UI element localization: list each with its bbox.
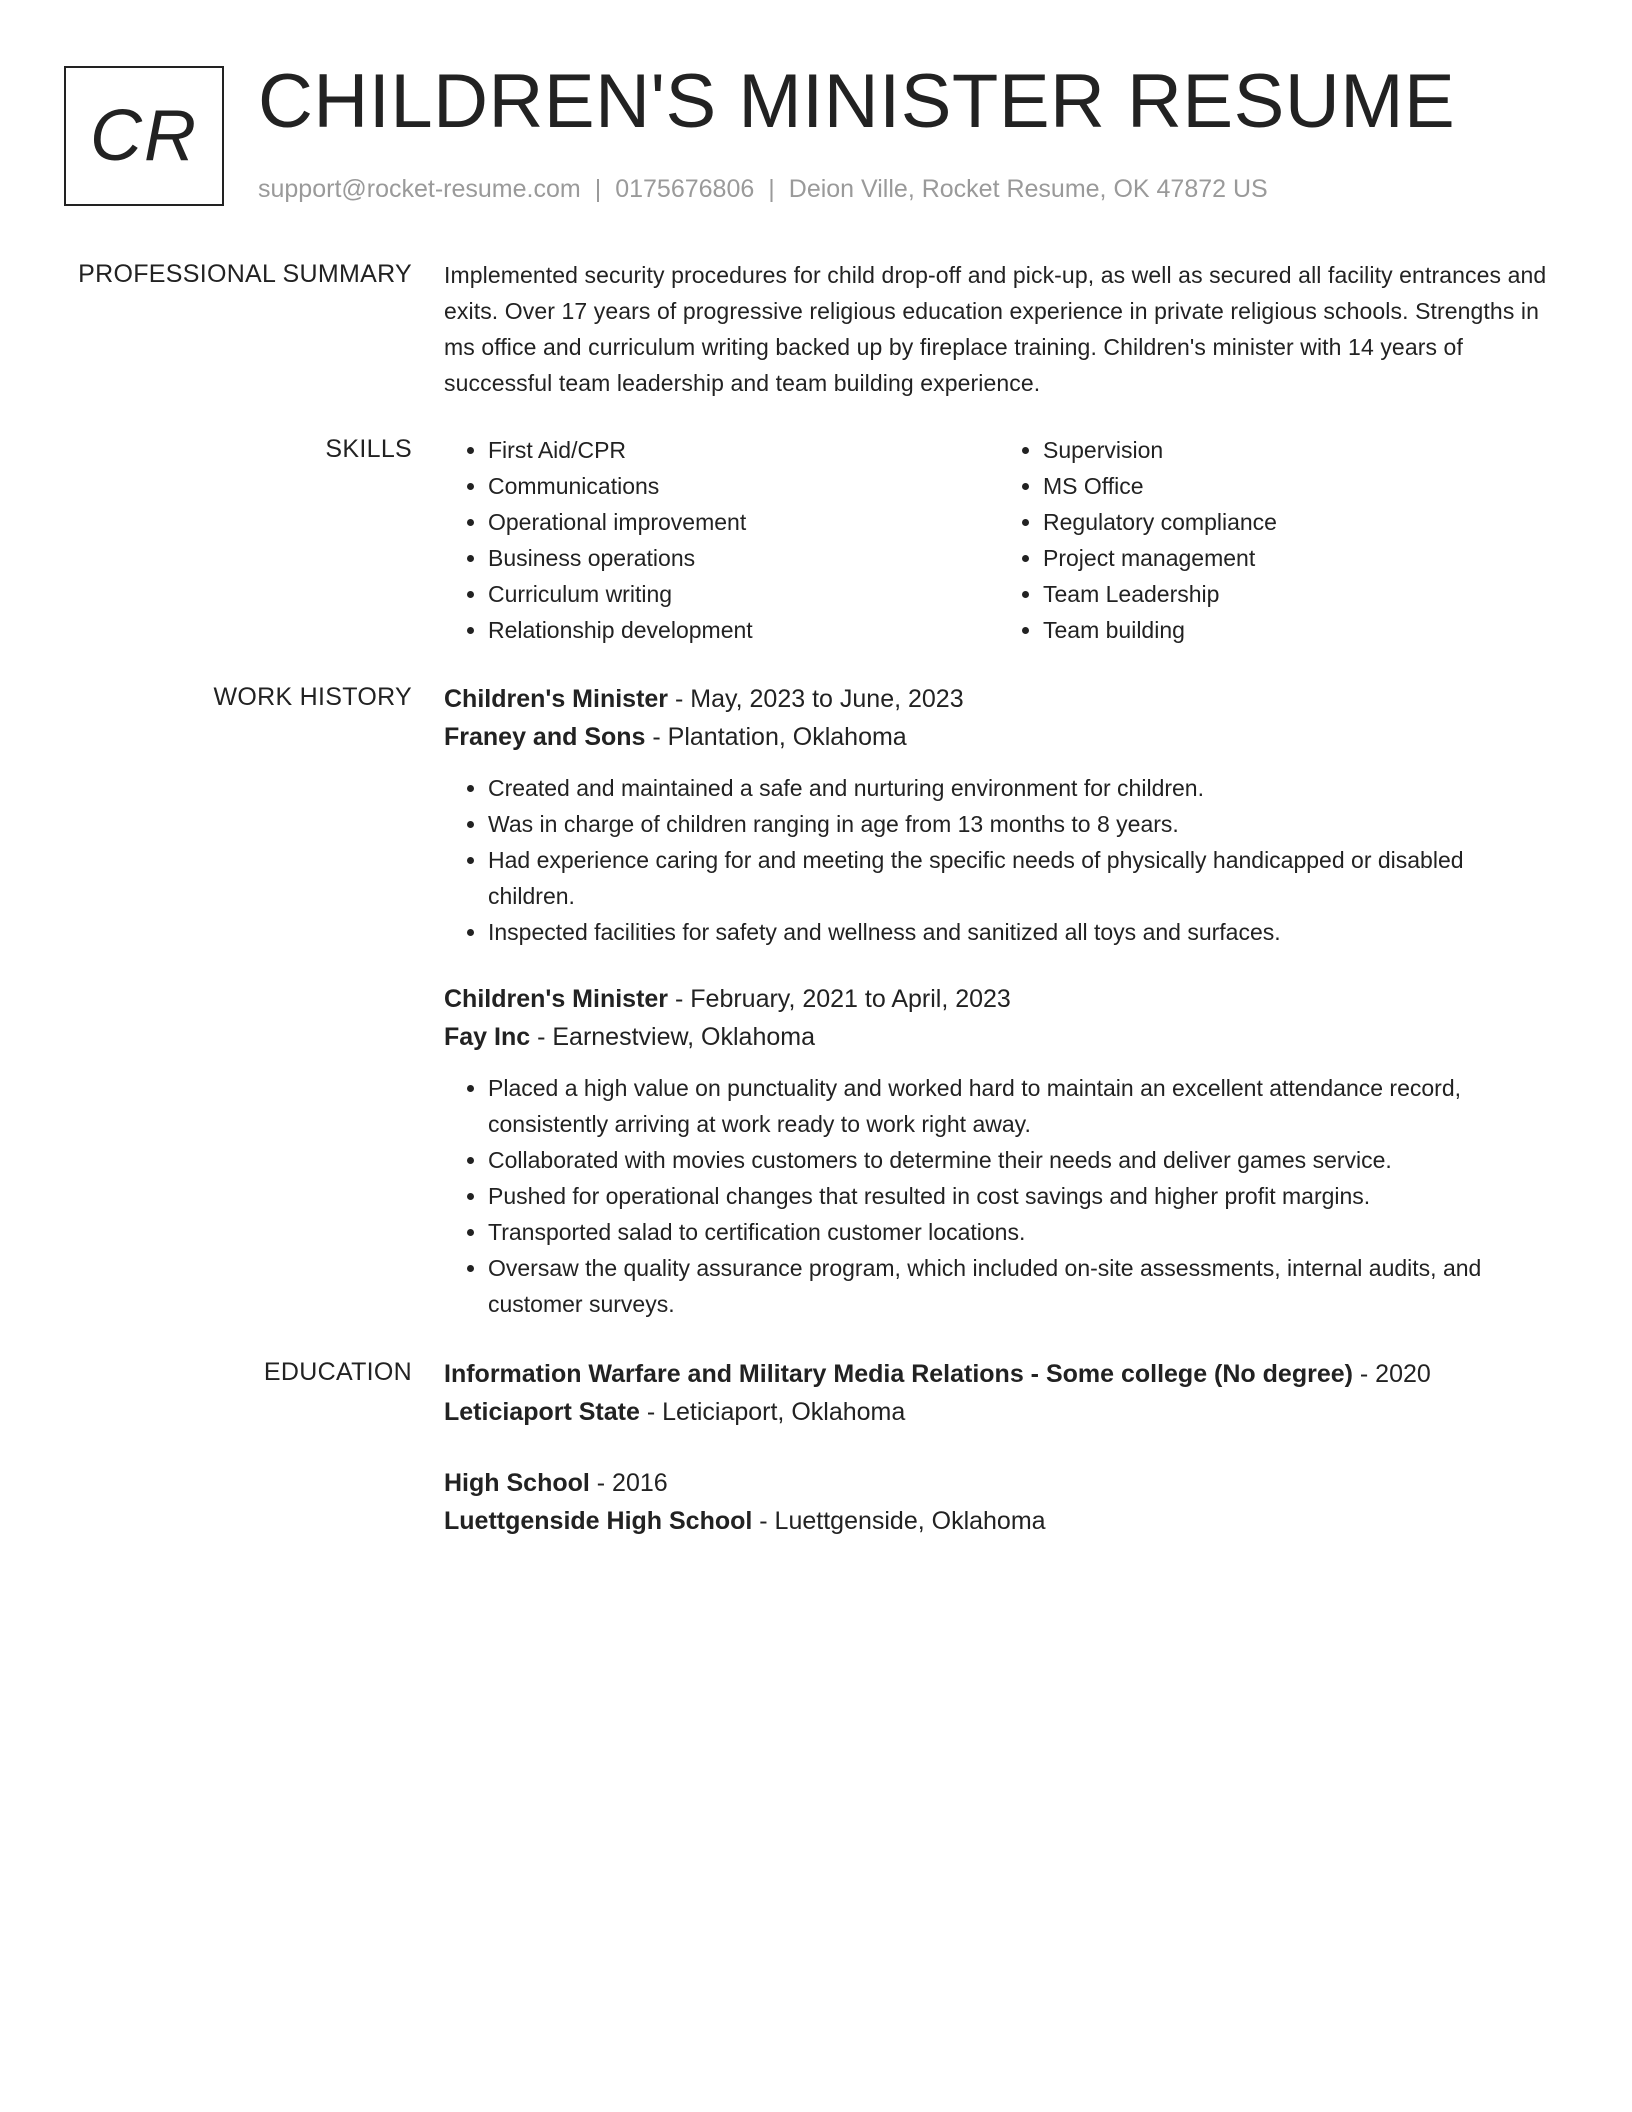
- job-duty: • Pushed for operational changes that resulted in cost savings and higher profit margins.: [488, 1178, 1554, 1214]
- job-title: Children's Minister: [444, 685, 669, 713]
- job-duties: [444, 1070, 1554, 1322]
- job-company-line: [444, 1018, 1554, 1056]
- education-degree-line: [444, 1464, 1554, 1502]
- job-duty: • Was in charge of children ranging in age from 13 months to 8 years.: [488, 806, 1554, 842]
- job-title-line: [444, 680, 1554, 718]
- skills-heading: SKILLS: [325, 435, 412, 463]
- contact-separator: |: [594, 175, 602, 203]
- education-school: Luettgenside High School: [444, 1507, 753, 1535]
- job-duty: • Inspected facilities for safety and wellness and sanitized all toys and surfaces.: [488, 914, 1554, 950]
- skills-column-left: [444, 432, 999, 648]
- education-body: [444, 1355, 1554, 1540]
- skill-item: • Relationship development: [488, 612, 999, 648]
- job-dates: - May, 2023 to June, 2023: [668, 685, 964, 713]
- skill-item: • Business operations: [488, 540, 999, 576]
- contact-address: Deion Ville, Rocket Resume, OK 47872 US: [788, 175, 1268, 203]
- job-entry: [444, 980, 1554, 1322]
- education-degree-line: [444, 1355, 1554, 1393]
- education-school-line: [444, 1393, 1554, 1431]
- skill-item: • Team building: [1043, 612, 1554, 648]
- education-year: - 2020: [1352, 1360, 1431, 1388]
- skill-item: • Curriculum writing: [488, 576, 999, 612]
- education-degree: High School: [444, 1469, 590, 1497]
- job-duty: • Oversaw the quality assurance program, which included on-site assessments, internal audits, and customer surveys.: [488, 1250, 1554, 1322]
- education-degree: Information Warfare and Military Media Relations - Some college (No degree): [444, 1360, 1353, 1388]
- skills-column-right: [999, 432, 1554, 648]
- skill-item: • Communications: [488, 468, 999, 504]
- job-duties: [444, 770, 1554, 950]
- contact-separator: |: [768, 175, 775, 203]
- work-history-body: [444, 680, 1554, 1322]
- job-title: Children's Minister: [444, 985, 669, 1013]
- work-history-heading: WORK HISTORY: [213, 683, 412, 711]
- job-entry: [444, 680, 1554, 950]
- skill-item: • Project management: [1043, 540, 1554, 576]
- job-company-line: [444, 718, 1554, 756]
- job-duty: • Transported salad to certification customer locations.: [488, 1214, 1554, 1250]
- contact-phone: 0175676806: [615, 175, 755, 203]
- education-location: - Luettgenside, Oklahoma: [752, 1507, 1046, 1535]
- job-duty: • Collaborated with movies customers to determine their needs and deliver games service.: [488, 1142, 1554, 1178]
- job-title-line: [444, 980, 1554, 1018]
- job-duty: • Had experience caring for and meeting the specific needs of physically handicapped or disabled children.: [488, 842, 1554, 914]
- education-school-line: [444, 1502, 1554, 1540]
- job-location: - Plantation, Oklahoma: [645, 723, 907, 751]
- skills-body: [444, 432, 1554, 648]
- education-entry: [444, 1355, 1554, 1431]
- skill-item: • Team Leadership: [1043, 576, 1554, 612]
- job-duty: • Created and maintained a safe and nurturing environment for children.: [488, 770, 1554, 806]
- skill-item: • MS Office: [1043, 468, 1554, 504]
- summary-heading: PROFESSIONAL SUMMARY: [78, 260, 412, 288]
- job-company: Fay Inc: [444, 1023, 531, 1051]
- summary-text: Implemented security procedures for child drop-off and pick-up, as well as secured all facility entrances and exits. Over 17 years of progressive religious education experience in private religious schools. Strengths in ms office and curriculum writing backed up by fireplace training. Children's minister with 14 years of successful team leadership and team building experience.: [444, 262, 1547, 396]
- skill-item: • Supervision: [1043, 432, 1554, 468]
- skill-item: • Regulatory compliance: [1043, 504, 1554, 540]
- resume-title: CHILDREN'S MINISTER RESUME: [258, 59, 1456, 144]
- skills-grid: [444, 432, 1554, 648]
- education-location: - Leticiaport, Oklahoma: [639, 1398, 906, 1426]
- contact-line: [258, 172, 1268, 206]
- education-year: - 2016: [589, 1469, 668, 1497]
- monogram-box: [64, 66, 224, 206]
- education-school: Leticiaport State: [444, 1398, 640, 1426]
- job-dates: - February, 2021 to April, 2023: [668, 985, 1011, 1013]
- job-duty: • Placed a high value on punctuality and worked hard to maintain an excellent attendance record, consistently arriving at work ready to work right away.: [488, 1070, 1554, 1142]
- job-location: - Earnestview, Oklahoma: [530, 1023, 815, 1051]
- job-company: Franey and Sons: [444, 723, 646, 751]
- summary-body: [444, 257, 1554, 401]
- contact-email: support@rocket-resume.com: [258, 175, 581, 203]
- skill-item: • First Aid/CPR: [488, 432, 999, 468]
- skill-item: • Operational improvement: [488, 504, 999, 540]
- monogram-initials: CR: [90, 96, 198, 176]
- education-entry: [444, 1464, 1554, 1540]
- education-heading: EDUCATION: [263, 1358, 412, 1386]
